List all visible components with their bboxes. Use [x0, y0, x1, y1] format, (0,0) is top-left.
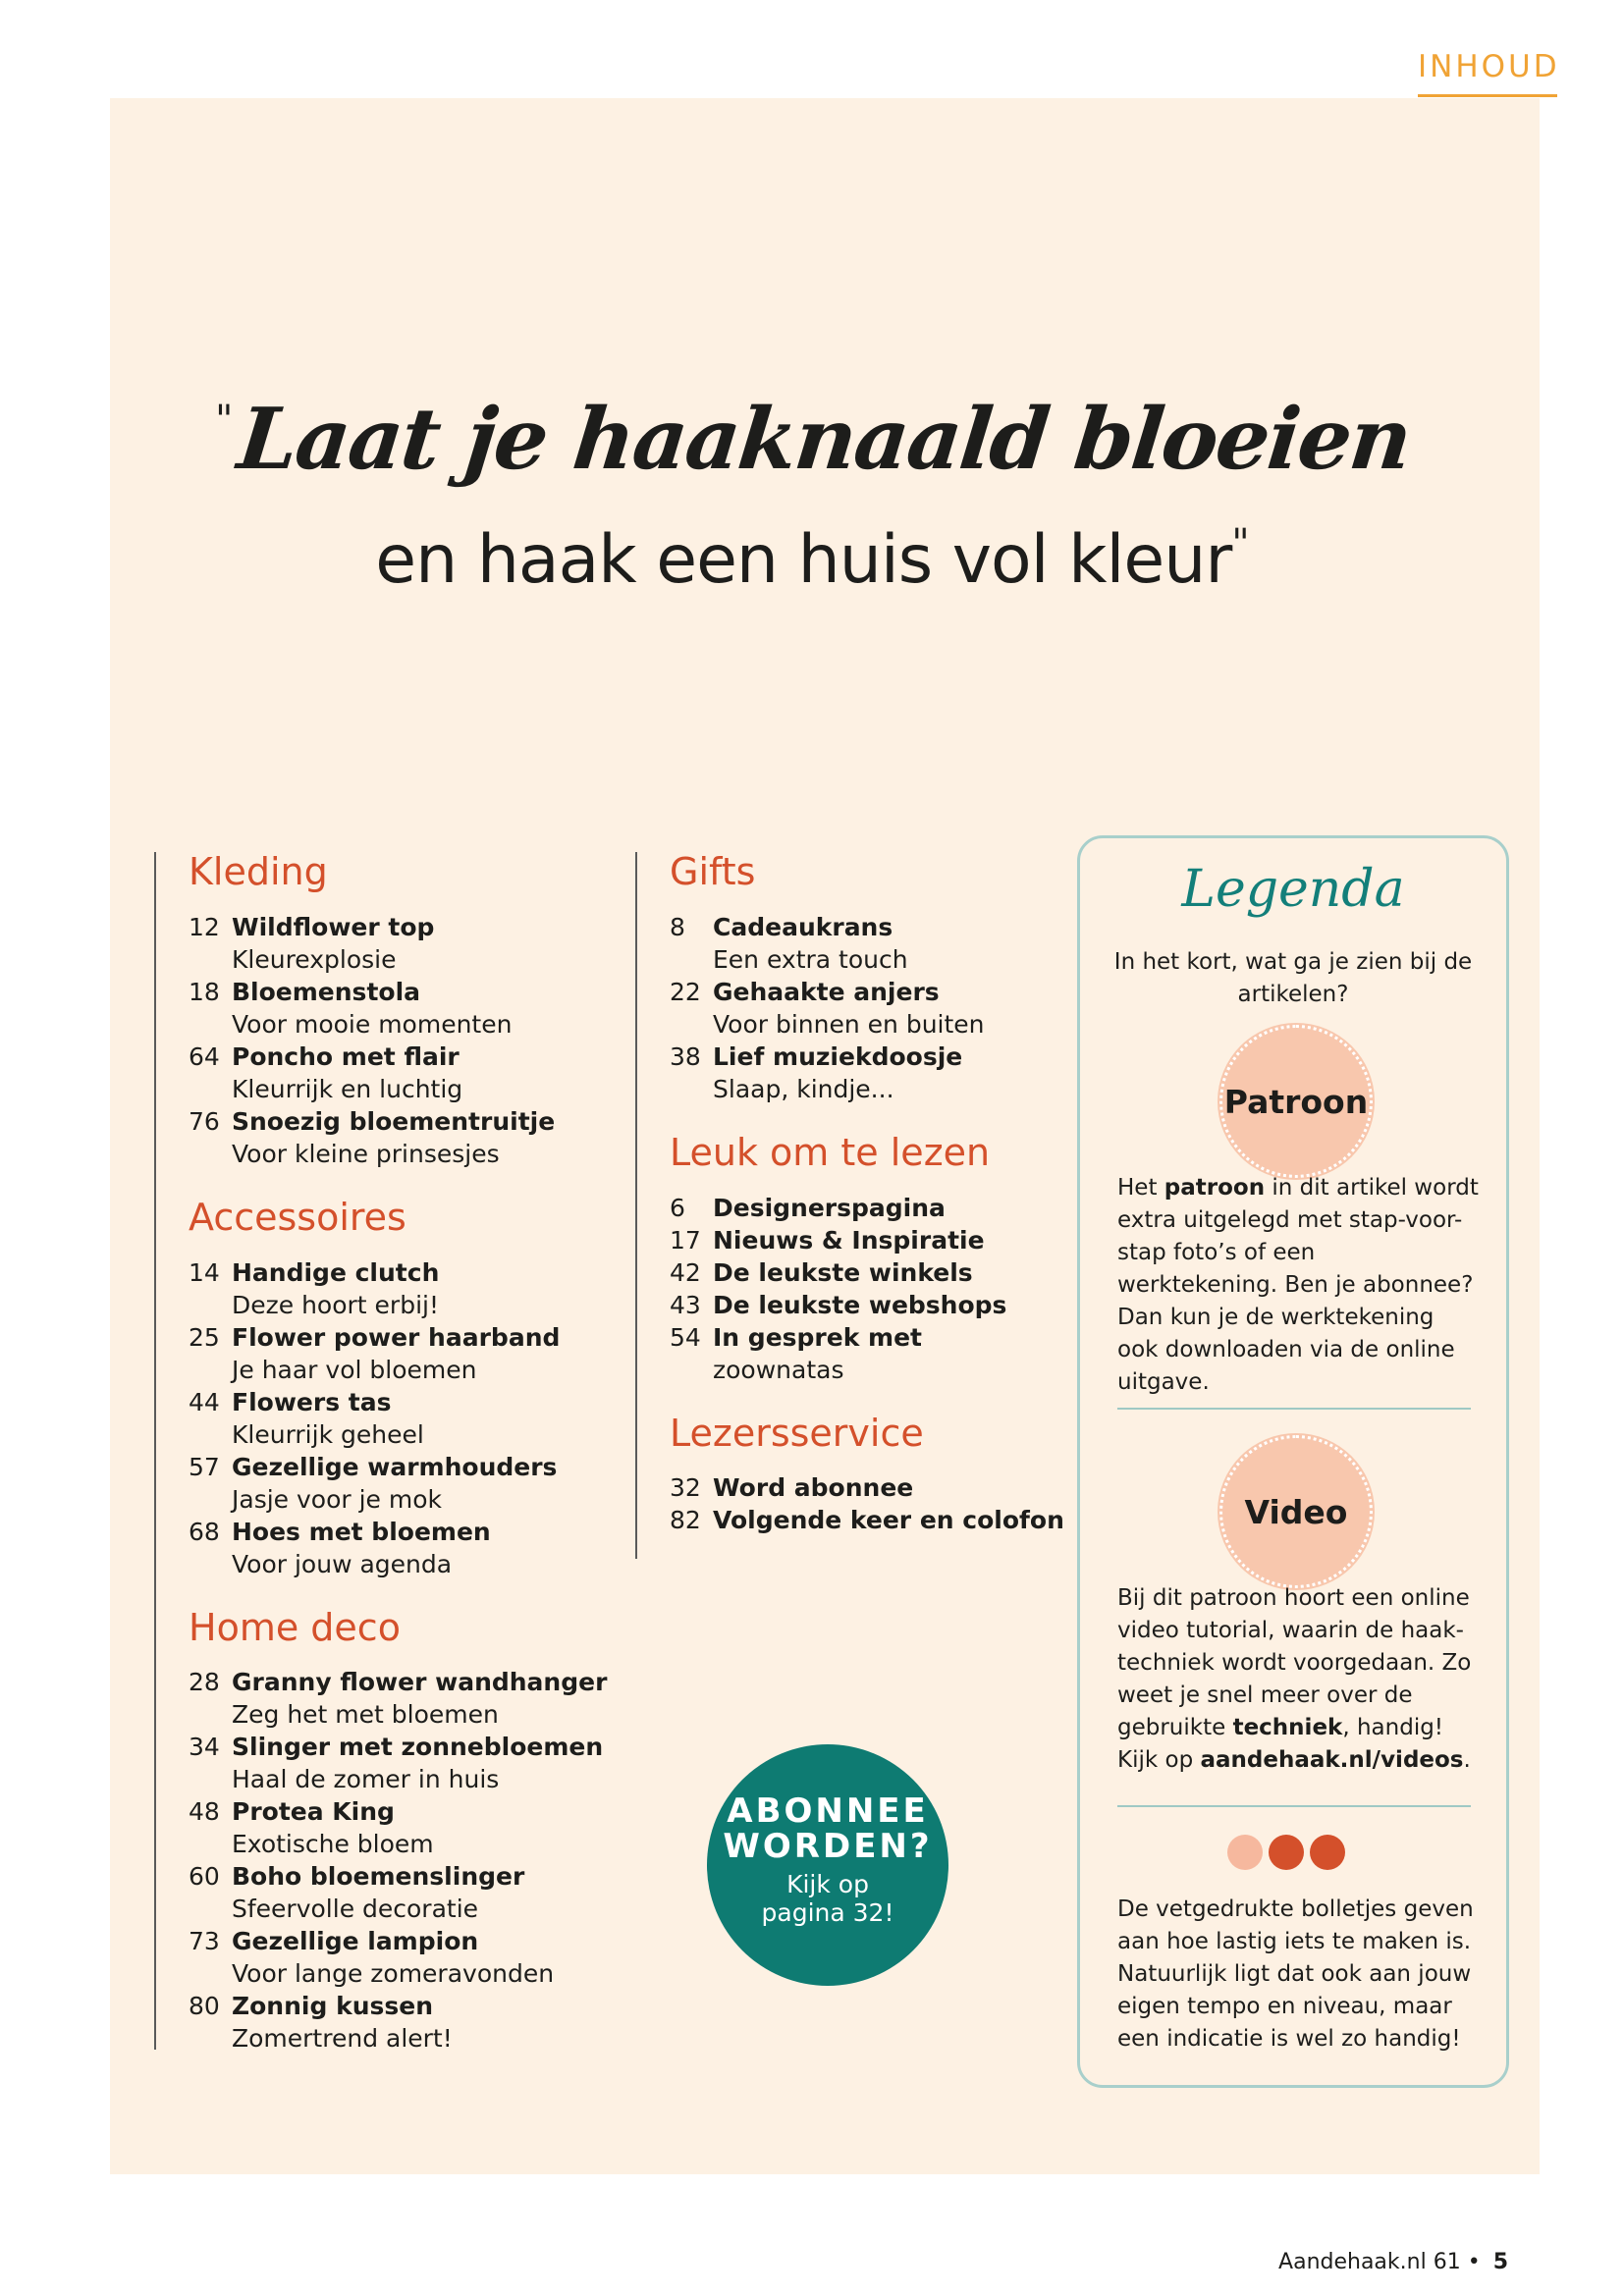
video-desc-part2: , handig! Kijk op: [1117, 1715, 1444, 1773]
toc-page-number: 18: [189, 977, 220, 1006]
toc-entry[interactable]: [189, 1795, 607, 1860]
toc-entry-subtitle: Kleurexplosie: [232, 944, 397, 974]
toc-section: [670, 1130, 1064, 1386]
toc-section-title: Accessoires: [189, 1195, 406, 1239]
toc-entry-subtitle: Je haar vol bloemen: [232, 1355, 477, 1384]
toc-entry-title: Gezellige lampion: [232, 1927, 479, 1956]
pattern-desc-bold: patroon: [1164, 1175, 1266, 1201]
toc-entry-title: De leukste winkels: [713, 1257, 973, 1287]
video-badge: Video: [1219, 1435, 1373, 1588]
video-link[interactable]: aandehaak.nl/videos: [1200, 1747, 1464, 1773]
toc-entry-text: [713, 1289, 1064, 1321]
toc-page-number: 8: [670, 912, 685, 941]
toc-entry-text: [713, 1041, 1064, 1105]
toc-entry-text: [713, 1224, 1064, 1256]
toc-entry-title: Designerspagina: [713, 1193, 946, 1222]
toc-entry[interactable]: [670, 911, 1064, 976]
legend-intro: In het kort, wat ga je zien bij de artikelen?: [1113, 949, 1473, 1007]
toc-entry-title: Wildflower top: [232, 912, 435, 941]
legend-title: Legenda: [1181, 860, 1405, 919]
close-quote: ": [1231, 521, 1249, 566]
toc-entry-text: [232, 1321, 607, 1386]
toc-section-title: Gifts: [670, 850, 756, 893]
video-desc-part3: .: [1463, 1747, 1471, 1773]
toc-entry-title: Cadeaukrans: [713, 912, 893, 941]
toc-entry-text: [232, 911, 607, 976]
toc-page-number: 73: [189, 1927, 220, 1956]
toc-page-number: 48: [189, 1797, 220, 1827]
toc-entry[interactable]: [670, 1041, 1064, 1105]
section-label: INHOUD: [1418, 49, 1557, 97]
legend-box: [1077, 835, 1509, 2088]
toc-entry-text: [713, 1256, 1064, 1289]
toc-entry-title: Lief muziekdoosje: [713, 1041, 963, 1071]
toc-page-number: 6: [670, 1193, 685, 1222]
toc-entry-title: De leukste webshops: [713, 1290, 1007, 1319]
toc-page-number: 22: [670, 977, 701, 1006]
difficulty-dot-icon: [1310, 1835, 1345, 1870]
toc-entry-title: Flowers tas: [232, 1387, 392, 1416]
toc-entry-title: Granny flower wandhanger: [232, 1668, 608, 1697]
toc-entry[interactable]: [670, 1256, 1064, 1289]
legend-divider: [1117, 1408, 1471, 1410]
toc-section-title: Lezersservice: [670, 1411, 924, 1455]
toc-entry-subtitle: zoownatas: [713, 1355, 844, 1384]
toc-entry-title: Gezellige warmhouders: [232, 1452, 558, 1481]
toc-page-number: 17: [670, 1225, 701, 1255]
subscribe-line2: WORDEN?: [723, 1827, 933, 1866]
toc-page-number: 34: [189, 1733, 220, 1762]
toc-section-title: Leuk om te lezen: [670, 1130, 991, 1174]
toc-entry[interactable]: [189, 1516, 607, 1580]
toc-entry[interactable]: [670, 1192, 1064, 1224]
toc-entry[interactable]: [670, 1224, 1064, 1256]
toc-section-title: Kleding: [189, 850, 328, 893]
toc-entry-title: Volgende keer en colofon: [713, 1506, 1064, 1535]
toc-page-number: 42: [670, 1257, 701, 1287]
toc-entry-text: [232, 1386, 607, 1451]
headline: [0, 390, 1624, 599]
toc-entry-text: [232, 1860, 607, 1925]
toc-entry-title: Protea King: [232, 1797, 395, 1827]
toc-entry[interactable]: [189, 976, 607, 1041]
toc-entry-title: Flower power haarband: [232, 1322, 561, 1352]
toc-page-number: 38: [670, 1041, 701, 1071]
difficulty-dot-icon: [1227, 1835, 1263, 1870]
difficulty-dots: [1227, 1835, 1345, 1870]
difficulty-dot-icon: [1269, 1835, 1304, 1870]
toc-entry-text: [713, 976, 1064, 1041]
toc-entry-text: [713, 1471, 1064, 1504]
toc-section: [189, 852, 607, 1170]
toc-page-number: 25: [189, 1322, 220, 1352]
toc-page-number: 60: [189, 1862, 220, 1892]
toc-entry-text: [232, 1990, 607, 2055]
toc-entry-text: [232, 1451, 607, 1516]
toc-entry[interactable]: [189, 1256, 607, 1321]
toc-entry-text: [713, 1321, 1064, 1386]
toc-entry-title: Gehaakte anjers: [713, 977, 940, 1006]
toc-entry-subtitle: Zomertrend alert!: [232, 2024, 453, 2054]
toc-entry-text: [232, 1925, 607, 1990]
subscribe-line3: Kijk op: [786, 1870, 869, 1898]
toc-column-left: [154, 850, 608, 2054]
pattern-desc-part2: in dit artikel wordt extra uitgelegd met stap-voor-stap foto’s of een werktekening. Ben je abonnee? Dan kun je de werktekening ook downloaden via de online uitgave.: [1117, 1175, 1479, 1395]
toc-entry-subtitle: Deze hoort erbij!: [232, 1290, 439, 1319]
video-desc-bold: techniek: [1232, 1715, 1343, 1740]
toc-entry-title: Poncho met flair: [232, 1041, 460, 1071]
toc-entry-subtitle: Slaap, kindje...: [713, 1074, 894, 1103]
headline-script: Laat je haaknaald bloeien: [233, 390, 1415, 489]
toc-entry-text: [232, 1516, 607, 1580]
toc-page-number: 82: [670, 1506, 701, 1535]
toc-entry-title: Handige clutch: [232, 1257, 440, 1287]
toc-entry-subtitle: Voor lange zomeravonden: [232, 1959, 555, 1989]
video-description: [1117, 1582, 1481, 1777]
page-footer: [1278, 2250, 1508, 2274]
toc-entry[interactable]: [670, 1471, 1064, 1504]
toc-entry-subtitle: Voor kleine prinsesjes: [232, 1139, 500, 1168]
toc-entry[interactable]: [189, 1041, 607, 1105]
issue-label: Aandehaak.nl 61: [1278, 2250, 1461, 2274]
toc-column-middle: [635, 852, 1064, 1559]
toc-page-number: 76: [189, 1106, 220, 1136]
toc-entry-text: [232, 1256, 607, 1321]
toc-entry-title: Slinger met zonnebloemen: [232, 1733, 604, 1762]
legend-divider: [1117, 1805, 1471, 1807]
toc-entry-title: Nieuws & Inspiratie: [713, 1225, 985, 1255]
toc-entry-subtitle: Een extra touch: [713, 944, 908, 974]
toc-page-number: 68: [189, 1517, 220, 1546]
toc-entry-text: [232, 1105, 607, 1170]
toc-entry-subtitle: Exotische bloem: [232, 1830, 434, 1859]
headline-sub: [0, 521, 1624, 599]
toc-entry-title: Snoezig bloementruitje: [232, 1106, 556, 1136]
toc-entry-subtitle: Voor jouw agenda: [232, 1549, 453, 1578]
toc-entry-title: Bloemenstola: [232, 977, 421, 1006]
toc-section: [670, 1411, 1064, 1537]
toc-page-number: 32: [670, 1473, 701, 1503]
toc-page-number: 80: [189, 1992, 220, 2021]
toc-entry-subtitle: Jasje voor je mok: [232, 1484, 443, 1514]
subscribe-sub: [707, 1870, 948, 1927]
toc-entry[interactable]: [189, 1860, 607, 1925]
toc-entry-text: [713, 1192, 1064, 1224]
toc-entry-text: [713, 911, 1064, 976]
toc-entry-text: [232, 976, 607, 1041]
toc-entry[interactable]: [189, 1990, 607, 2055]
subscribe-line1: ABONNEE: [727, 1791, 929, 1831]
open-quote: ": [215, 398, 234, 443]
toc-page-number: 28: [189, 1668, 220, 1697]
toc-entry[interactable]: [670, 1321, 1064, 1386]
toc-entry-subtitle: Zeg het met bloemen: [232, 1700, 499, 1730]
toc-entry-text: [232, 1731, 607, 1795]
toc-page-number: 43: [670, 1290, 701, 1319]
toc-entry-title: Boho bloemenslinger: [232, 1862, 525, 1892]
headline-sub-text: en haak een huis vol kleur: [375, 521, 1232, 599]
toc-entry-subtitle: Voor binnen en buiten: [713, 1009, 985, 1039]
toc-entry[interactable]: [670, 1504, 1064, 1536]
toc-entry[interactable]: [189, 1925, 607, 1990]
toc-entry-title: Word abonnee: [713, 1473, 914, 1503]
toc-section-title: Home deco: [189, 1605, 401, 1649]
toc-entry[interactable]: [189, 1105, 607, 1170]
toc-section: [670, 852, 1064, 1105]
toc-entry[interactable]: [189, 1731, 607, 1795]
toc-entry-subtitle: Voor mooie momenten: [232, 1009, 513, 1039]
toc-entry[interactable]: [189, 1451, 607, 1516]
toc-entry[interactable]: [189, 1321, 607, 1386]
toc-page-number: 12: [189, 912, 220, 941]
toc-entry-title: Zonnig kussen: [232, 1992, 434, 2021]
toc-entry-subtitle: Kleurrijk geheel: [232, 1419, 424, 1449]
video-desc-part1: Bij dit patroon hoort een online video tutorial, waarin de haak-techniek wordt voorgedaan. Zo weet je snel meer over de gebruikte: [1117, 1585, 1472, 1740]
toc-entry-text: [232, 1666, 607, 1731]
toc-entry[interactable]: [670, 1289, 1064, 1321]
toc-page-number: 44: [189, 1387, 220, 1416]
toc-page-number: 64: [189, 1041, 220, 1071]
pattern-description: [1117, 1172, 1481, 1399]
toc-section: [189, 1195, 607, 1580]
toc-page-number: 14: [189, 1257, 220, 1287]
toc-entry[interactable]: [189, 1666, 607, 1731]
toc-page-number: 54: [670, 1322, 701, 1352]
toc-entry-text: [713, 1504, 1064, 1536]
toc-entry-text: [232, 1795, 607, 1860]
toc-entry-subtitle: Kleurrijk en luchtig: [232, 1074, 463, 1103]
toc-entry-title: Hoes met bloemen: [232, 1517, 491, 1546]
toc-entry-title: In gesprek met: [713, 1322, 923, 1352]
toc-entry-subtitle: Haal de zomer in huis: [232, 1765, 500, 1794]
footer-bullet: •: [1467, 2250, 1481, 2274]
subscribe-title: [707, 1793, 948, 1864]
toc-entry[interactable]: [670, 976, 1064, 1041]
toc-entry[interactable]: [189, 911, 607, 976]
subscribe-badge[interactable]: [707, 1744, 948, 1986]
toc-page-number: 57: [189, 1452, 220, 1481]
toc-entry-text: [232, 1041, 607, 1105]
toc-entry[interactable]: [189, 1386, 607, 1451]
subscribe-line4: pagina 32!: [761, 1898, 894, 1927]
pattern-badge: Patroon: [1219, 1025, 1373, 1178]
toc-section: [189, 1605, 608, 2056]
pattern-desc-part1: Het: [1117, 1175, 1164, 1201]
toc-entry-subtitle: Sfeervolle decoratie: [232, 1895, 479, 1924]
difficulty-description: De vetgedrukte bolletjes geven aan hoe lastig iets te maken is. Natuurlijk ligt dat ook aan jouw eigen tempo en niveau, maar een indicatie is wel zo handig!: [1117, 1896, 1474, 2052]
page-number: 5: [1492, 2250, 1508, 2274]
